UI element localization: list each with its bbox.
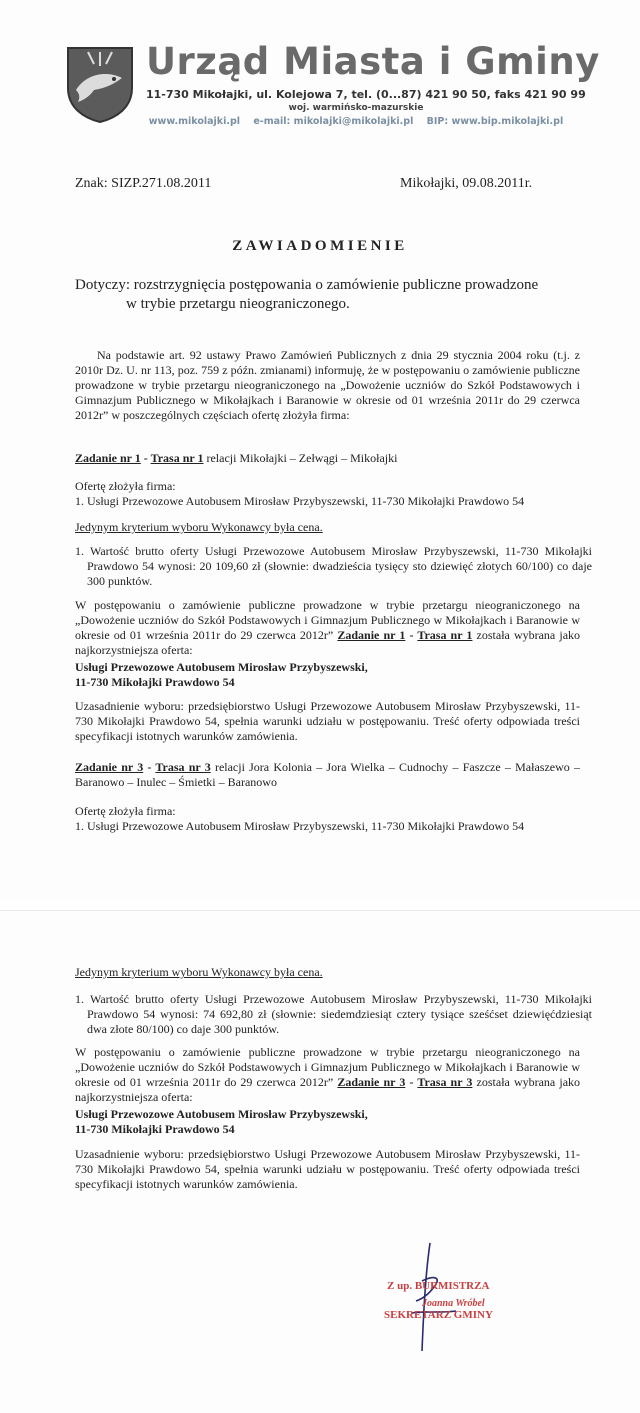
task3-choice-end: została wybrana jako najkorzystniejsza oferta: — [75, 1075, 581, 1104]
document-date: Mikołajki, 09.08.2011r. — [400, 176, 533, 191]
page-2 — [0, 910, 640, 1413]
task1-criterion: Jedynym kryterium wyboru Wykonawcy była cena. — [75, 520, 323, 534]
task3-criterion: Jedynym kryterium wyboru Wykonawcy była cena. — [75, 965, 323, 979]
task1-choice-sep: - — [405, 628, 418, 642]
task3-value: 1. Wartość brutto oferty Usługi Przewozowe Autobusem Mirosław Przybyszewski, 11-730 Mikołajki Prawdowo 54 wynosi: 74 692,80 zł (słownie: siedemdziesiąt cztery tysiące sześćset dziewięćdziesiąt dwa złote 80/100) co daje 300 punktów. — [75, 992, 592, 1036]
bip-label: BIP: — [426, 116, 449, 127]
signer-name: Joanna Wróbel — [422, 1298, 485, 1309]
bip-link[interactable]: www.bip.mikolajki.pl — [451, 116, 564, 127]
task1-offer-item: 1. Usługi Przewozowe Autobusem Mirosław Przybyszewski, 11-730 Mikołajki Prawdowo 54 — [75, 494, 525, 508]
task3-winner-2: 11-730 Mikołajki Prawdowo 54 — [75, 1122, 235, 1136]
office-region: woj. warmińsko-mazurskie — [288, 103, 424, 113]
task1-sep: - — [140, 451, 151, 465]
task1-winner-1: Usługi Przewozowe Autobusem Mirosław Przybyszewski, — [75, 660, 368, 674]
email-label: e-mail: — [253, 116, 291, 127]
subject-line-2: w trybie przetargu nieograniczonego. — [126, 296, 350, 312]
task3-heading — [75, 760, 580, 790]
reference-number: Znak: SIZP.271.08.2011 — [75, 176, 212, 191]
office-contacts — [146, 116, 566, 127]
task3-sep: - — [143, 760, 156, 774]
website-link[interactable]: www.mikolajki.pl — [148, 116, 241, 127]
office-title: Urząd Miasta i Gminy — [146, 40, 600, 83]
task3-justification: Uzasadnienie wyboru: przedsiębiorstwo Usługi Przewozowe Autobusem Mirosław Przybyszewski, 11-730 Mikołajki Prawdowo 54, spełnia warunki udziału w postępowaniu. Treść oferty odpowiada treści specyfikacji istotnych warunków zamówienia. — [75, 1147, 580, 1191]
task1-choice-zadanie: Zadanie nr 1 — [337, 628, 406, 642]
task3-relacja: relacji Jora Kolonia – Jora Wielka – Cudnochy – Faszcze – Małaszewo – Baranowo – Inulec – Śmietki – Baranowo — [75, 760, 580, 789]
task1-value: 1. Wartość brutto oferty Usługi Przewozowe Autobusem Mirosław Przybyszewski, 11-730 Mikołajki Prawdowo 54 wynosi: 20 109,60 zł (słownie: dwadzieścia tysięcy sto dziewięć złotych 60/100) co daje 300 punktów. — [75, 544, 592, 588]
task3-offer-label: Ofertę złożyła firma: — [75, 804, 176, 818]
intro-paragraph: Na podstawie art. 92 ustawy Prawo Zamówień Publicznych z dnia 29 stycznia 2004 roku (t.j. z 2010r Dz. U. nr 113, poz. 759 z późn. zmianami) informuję, że w postępowaniu o zamówienie publiczne prowadzone w trybie przetargu nieograniczonego na „Dowożenie uczniów do Szkół Podstawowych i Gimnazjum Publicznego w Mikołajkach i Baranowie w okresie od 01 września 2011r do 29 czerwca 2012r” w poszczególnych częściach ofertę złożyła firma: — [75, 348, 580, 422]
task3-choice — [75, 1045, 580, 1105]
task3-choice-text: W postępowaniu o zamówienie publiczne prowadzone w trybie przetargu nieograniczonego na „Dowożenie uczniów do Szkół Podstawowych i Gimnazjum Publicznego w Mikołajkach i Baranowie w okresie od 01 września 2011r do 29 czerwca 2012r” — [75, 1045, 580, 1089]
task1-heading — [75, 451, 580, 466]
task1-trasa: Trasa nr 1 — [150, 451, 204, 465]
task3-choice-trasa: Trasa nr 3 — [417, 1075, 473, 1089]
document-title: ZAWIADOMIENIE — [232, 238, 408, 254]
subject-line-1: Dotyczy: rozstrzygnięcia postępowania o zamówienie publiczne prowadzone — [75, 277, 539, 293]
task3-zadanie: Zadanie nr 3 — [75, 760, 144, 774]
task3-trasa: Trasa nr 3 — [155, 760, 211, 774]
task1-justification: Uzasadnienie wyboru: przedsiębiorstwo Usługi Przewozowe Autobusem Mirosław Przybyszewski, 11-730 Mikołajki Prawdowo 54, spełnia warunki udziału w postępowaniu. Treść oferty odpowiada treści specyfikacji istotnych warunków zamówienia. — [75, 699, 580, 743]
task1-choice-end: została wybrana jako najkorzystniejsza oferta: — [75, 628, 581, 657]
task1-zadanie: Zadanie nr 1 — [75, 451, 141, 465]
task3-offer-item: 1. Usługi Przewozowe Autobusem Mirosław Przybyszewski, 11-730 Mikołajki Prawdowo 54 — [75, 819, 525, 833]
email-link[interactable]: mikolajki@mikolajki.pl — [293, 116, 414, 127]
crest-logo — [64, 44, 136, 124]
stamp-title: Z up. BURMISTRZA — [387, 1280, 490, 1292]
task1-winner-2: 11-730 Mikołajki Prawdowo 54 — [75, 675, 235, 689]
task1-choice — [75, 598, 580, 658]
task1-choice-trasa: Trasa nr 1 — [417, 628, 473, 642]
task3-choice-zadanie: Zadanie nr 3 — [337, 1075, 406, 1089]
subject — [75, 276, 575, 314]
task1-choice-text: W postępowaniu o zamówienie publiczne prowadzone w trybie przetargu nieograniczonego na „Dowożenie uczniów do Szkół Podstawowych i Gimnazjum Publicznego w Mikołajkach i Baranowie w okresie od 01 września 2011r do 29 czerwca 2012r” — [75, 598, 580, 642]
task1-relacja: relacji Mikołajki – Zełwągi – Mikołajki — [203, 451, 398, 465]
office-address: 11-730 Mikołajki, ul. Kolejowa 7, tel. (0...87) 421 90 50, faks 421 90 99 — [146, 88, 586, 101]
stamp-position: SEKRETARZ GMINY — [384, 1309, 493, 1321]
task3-winner-1: Usługi Przewozowe Autobusem Mirosław Przybyszewski, — [75, 1107, 368, 1121]
task3-choice-sep: - — [405, 1075, 418, 1089]
task1-offer-label: Ofertę złożyła firma: — [75, 479, 176, 493]
